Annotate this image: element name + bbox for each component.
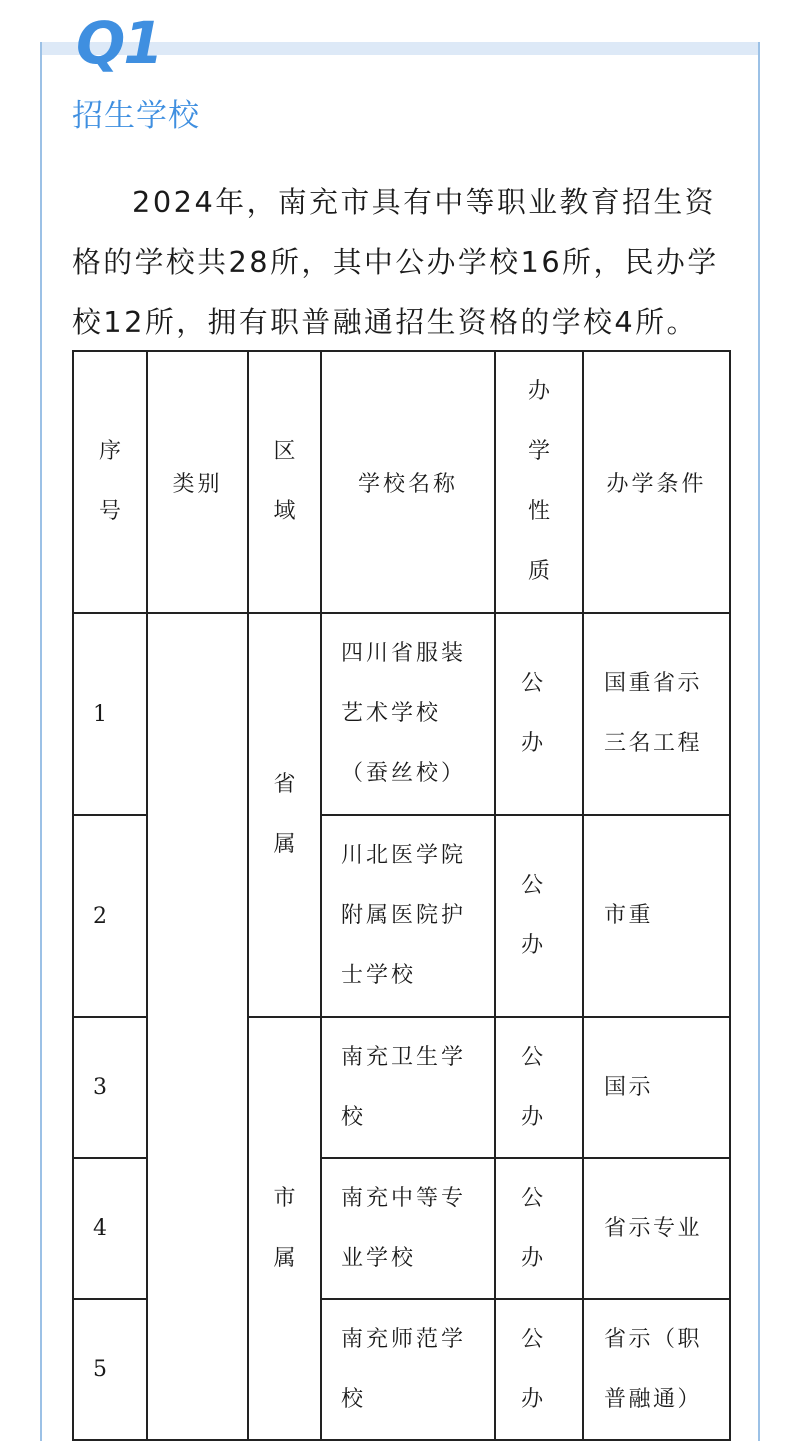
header-nature: 办学性质 [495, 351, 583, 613]
header-category: 类别 [147, 351, 248, 613]
row-index: 4 [73, 1158, 147, 1299]
row-index: 2 [73, 815, 147, 1017]
region-cell-provincial: 省属 [248, 613, 321, 1017]
school-name: 南充师范学校 [321, 1299, 495, 1440]
school-name: 川北医学院附属医院护士学校 [321, 815, 495, 1017]
school-name: 四川省服装艺术学校（蚕丝校） [321, 613, 495, 815]
row-index: 5 [73, 1299, 147, 1440]
school-nature: 公办 [495, 815, 583, 1017]
row-index: 1 [73, 613, 147, 815]
header-conditions: 办学条件 [583, 351, 730, 613]
school-name: 南充卫生学校 [321, 1017, 495, 1158]
question-number: Q1 [76, 9, 162, 77]
header-region: 区域 [248, 351, 321, 613]
category-cell [147, 613, 248, 1440]
region-cell-municipal: 市属 [248, 1017, 321, 1440]
school-table [72, 350, 731, 1441]
table-header-row [73, 351, 730, 613]
header-index: 序号 [73, 351, 147, 613]
school-name: 南充中等专业学校 [321, 1158, 495, 1299]
school-conditions: 省示（职普融通） [583, 1299, 730, 1440]
school-nature: 公办 [495, 1299, 583, 1440]
school-nature: 公办 [495, 613, 583, 815]
school-nature: 公办 [495, 1158, 583, 1299]
row-index: 3 [73, 1017, 147, 1158]
header-school-name: 学校名称 [321, 351, 495, 613]
intro-paragraph: 2024年，南充市具有中等职业教育招生资格的学校共28所，其中公办学校16所，民办学校12所，拥有职普融通招生资格的学校4所。 [72, 185, 719, 339]
school-conditions: 省示专业 [583, 1158, 730, 1299]
table-row [73, 613, 730, 815]
school-conditions: 市重 [583, 815, 730, 1017]
section-title: 招生学校 [72, 98, 200, 134]
school-nature: 公办 [495, 1017, 583, 1158]
school-conditions: 国示 [583, 1017, 730, 1158]
school-conditions: 国重省示三名工程 [583, 613, 730, 815]
